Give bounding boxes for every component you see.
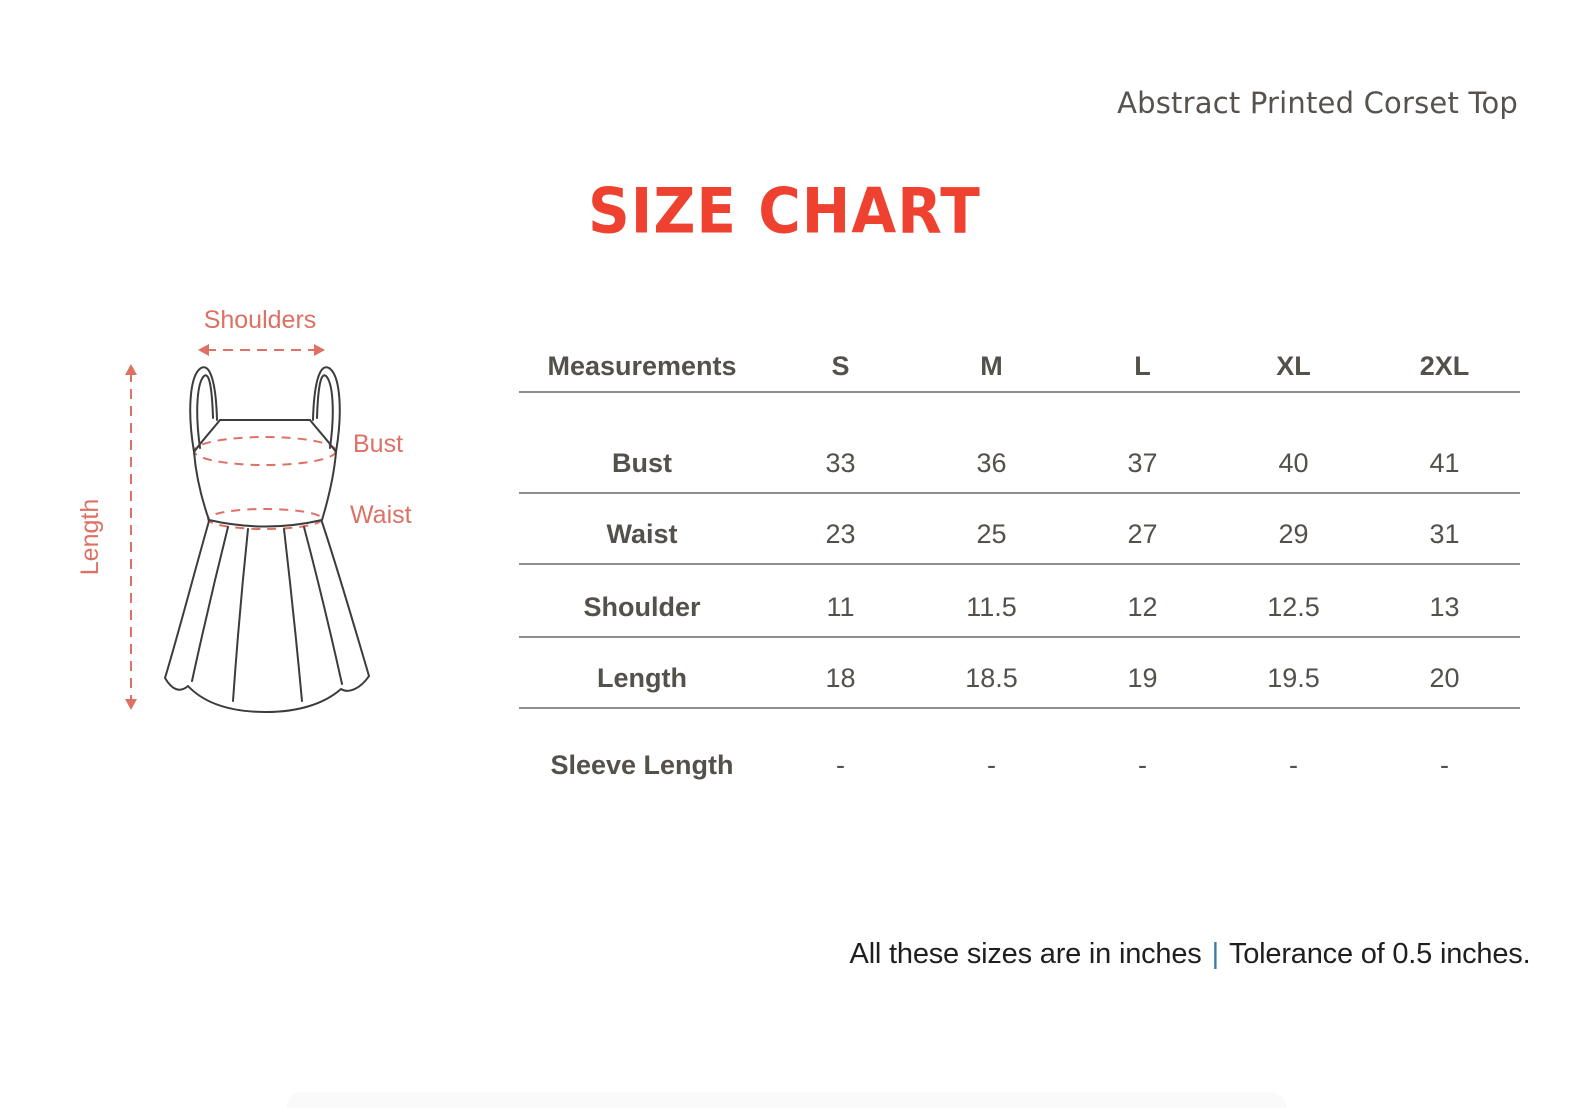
garment-measurement-diagram bbox=[70, 280, 470, 720]
waist-s: 23 bbox=[825, 519, 856, 549]
row-label: Bust bbox=[612, 448, 672, 478]
length-xl: 19.5 bbox=[1267, 663, 1320, 693]
length-2xl: 20 bbox=[1429, 663, 1460, 693]
pleat-line-3 bbox=[284, 529, 302, 701]
arrow-right-icon bbox=[314, 344, 325, 356]
size-note-tolerance: Tolerance of 0.5 inches. bbox=[1228, 938, 1531, 970]
shoulder-s: 11 bbox=[826, 592, 855, 622]
column-header-l: L bbox=[1134, 351, 1151, 381]
size-note-separator: | bbox=[1211, 938, 1219, 970]
skirt-left-side bbox=[165, 521, 209, 678]
bottom-sheet-edge bbox=[286, 1092, 1286, 1108]
row-label: Waist bbox=[606, 519, 678, 549]
row-label: Shoulder bbox=[583, 592, 701, 622]
size-table bbox=[519, 340, 1520, 794]
column-header-s: S bbox=[831, 351, 850, 381]
row-label: Sleeve Length bbox=[550, 750, 734, 780]
table-row-shoulder bbox=[519, 565, 1520, 638]
arrow-left-icon bbox=[198, 344, 209, 356]
bust-measure-ellipse bbox=[194, 437, 336, 465]
size-table-header-row bbox=[519, 340, 1520, 393]
bust-2xl: 41 bbox=[1429, 448, 1460, 478]
size-note bbox=[810, 938, 1570, 971]
waist-xl: 29 bbox=[1278, 519, 1309, 549]
length-m: 18.5 bbox=[965, 663, 1018, 693]
pleat-line-2 bbox=[233, 529, 248, 701]
waist-l: 27 bbox=[1127, 519, 1158, 549]
length-label: Length bbox=[76, 498, 104, 576]
skirt-right-side bbox=[322, 522, 369, 676]
waist-m: 25 bbox=[976, 519, 1007, 549]
bust-m: 36 bbox=[976, 448, 1007, 478]
garment-diagram-svg bbox=[70, 280, 470, 720]
shoulder-2xl: 13 bbox=[1429, 592, 1460, 622]
product-title: Abstract Printed Corset Top bbox=[1117, 86, 1518, 120]
waist-2xl: 31 bbox=[1429, 519, 1460, 549]
table-row-waist bbox=[519, 494, 1520, 565]
shoulder-l: 12 bbox=[1127, 592, 1158, 622]
arrow-down-icon bbox=[125, 699, 137, 710]
shoulders-label: Shoulders bbox=[203, 306, 317, 334]
measurement-lines bbox=[131, 350, 336, 702]
length-s: 18 bbox=[825, 663, 856, 693]
shoulder-m: 11.5 bbox=[966, 592, 1017, 622]
shoulder-xl: 12.5 bbox=[1267, 592, 1320, 622]
bust-l: 37 bbox=[1127, 448, 1158, 478]
sleeve-s: - bbox=[836, 750, 845, 780]
table-row-bust bbox=[519, 393, 1520, 494]
pleat-line-1 bbox=[192, 527, 228, 681]
bust-s: 33 bbox=[825, 448, 856, 478]
page-title: SIZE CHART bbox=[588, 174, 981, 248]
column-header-m: M bbox=[980, 351, 1003, 381]
size-note-units: All these sizes are in inches bbox=[849, 938, 1202, 970]
column-header-xl: XL bbox=[1276, 351, 1311, 381]
sleeve-2xl: - bbox=[1440, 750, 1449, 780]
waist-label: Waist bbox=[350, 501, 412, 529]
skirt-hem bbox=[165, 676, 369, 712]
column-header-2xl: 2XL bbox=[1419, 351, 1470, 381]
sleeve-m: - bbox=[987, 750, 996, 780]
length-l: 19 bbox=[1127, 663, 1158, 693]
arrow-up-icon bbox=[125, 364, 137, 375]
bust-xl: 40 bbox=[1278, 448, 1309, 478]
table-row-length bbox=[519, 638, 1520, 709]
table-row-sleeve-length bbox=[519, 709, 1520, 794]
pleat-line-4 bbox=[304, 527, 342, 684]
sleeve-xl: - bbox=[1289, 750, 1298, 780]
column-header-measurements: Measurements bbox=[547, 351, 737, 381]
sleeve-l: - bbox=[1138, 750, 1147, 780]
row-label: Length bbox=[597, 663, 687, 693]
bust-label: Bust bbox=[353, 430, 404, 458]
garment-outline bbox=[165, 367, 369, 712]
